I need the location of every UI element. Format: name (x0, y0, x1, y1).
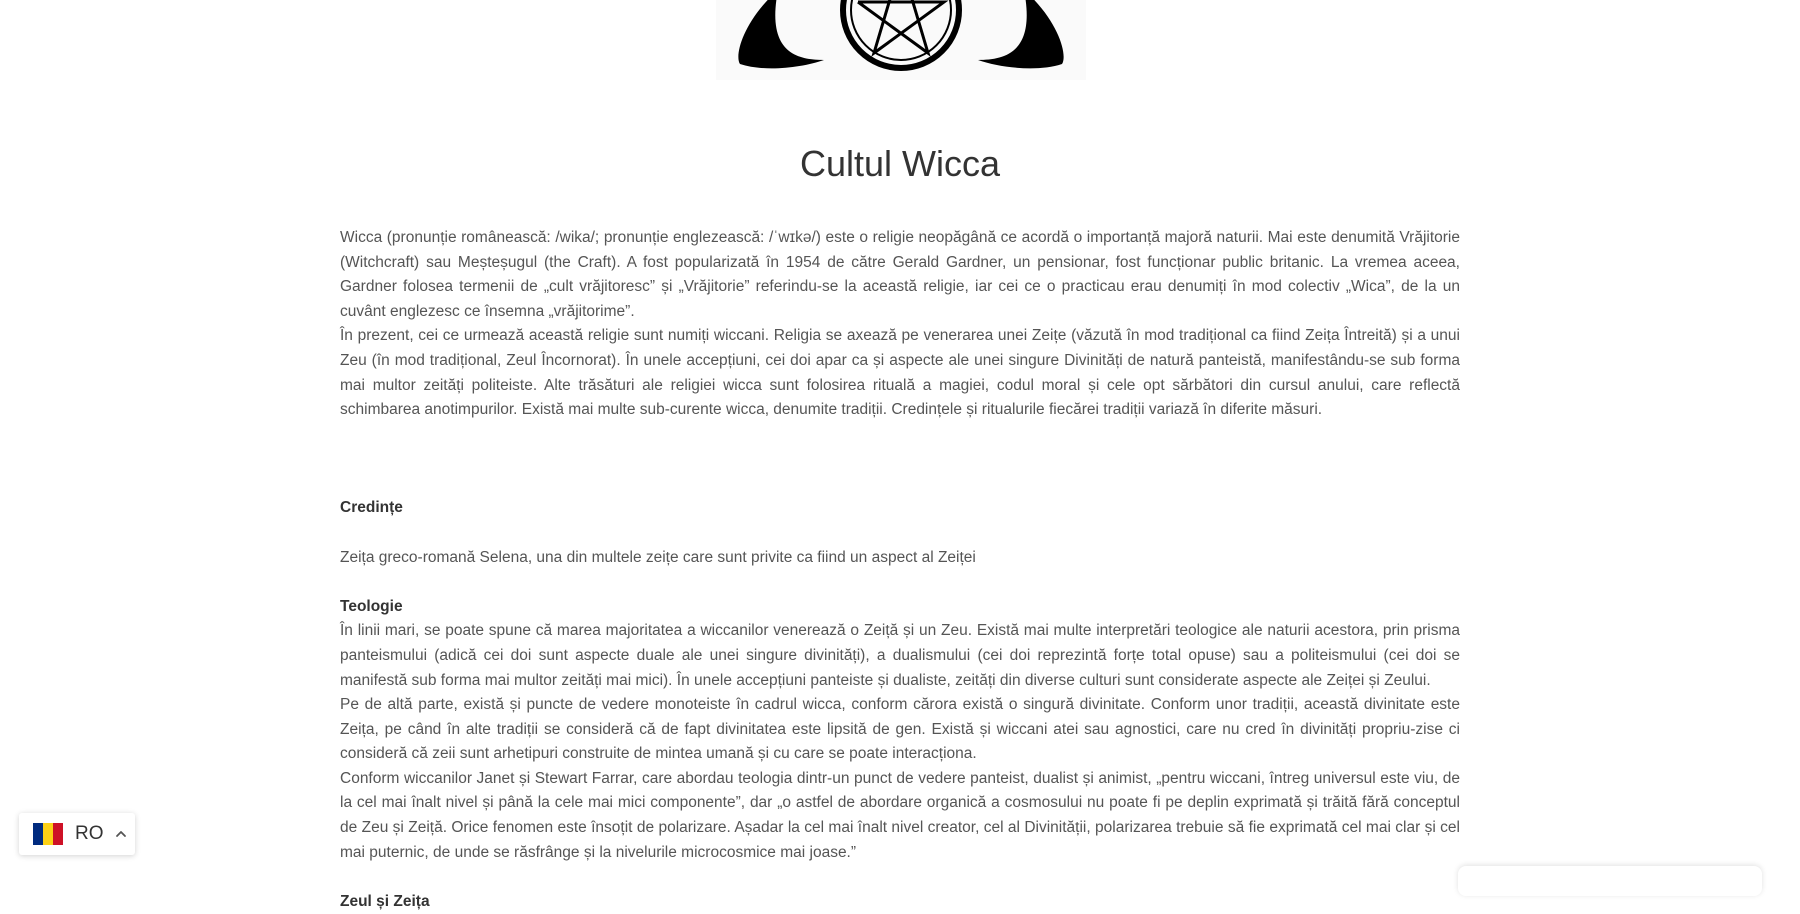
section-heading-theology: Teologie (340, 597, 403, 615)
language-switcher[interactable] (19, 813, 135, 855)
section-heading-god-goddess: Zeul și Zeița (340, 892, 430, 910)
romania-flag-icon (33, 823, 63, 845)
image-caption: Zeița greco-romană Selena, una din multele zeițe care sunt privite ca fiind un aspect al Zeiței (340, 548, 976, 566)
flag-stripe-blue (33, 823, 43, 845)
spacer (340, 521, 1460, 546)
theology-paragraph: Pe de altă parte, există și puncte de vedere monoteiste în cadrul wicca, conform cărora există o singură divinitate. Conform unor tradiții, această divinitate este Zeița, pe când în alte tradiții se consideră că de fapt divinitatea este lipsită de gen. Există și wiccani atei sau agnostici, care nu cred în divinități propriu-zise ci consideră că zeii sunt arhetipuri construite de mintea umană și cu care se poate interacționa. (340, 696, 1460, 763)
triple-moon-pentacle-icon (716, 0, 1086, 80)
flag-stripe-yellow (43, 823, 53, 845)
spacer (340, 570, 1460, 595)
spacer (340, 423, 1460, 472)
floating-widget[interactable] (1458, 866, 1762, 896)
page-title: Cultul Wicca (799, 143, 1001, 184)
spacer (340, 865, 1460, 890)
theology-paragraph: În linii mari, se poate spune că marea majoritatea a wiccanilor venerează o Zeiță și un Zeu. Există mai multe interpretări teologice ale naturii acestora, prin prisma panteismului (adică cei doi sunt aspecte duale ale unei singure divinități), a dualismului (cei doi reprezintă forțe total opuse) sau a politeismului (cei doi se manifestă sub forma mai multor zeități mai mici). În unele accepțiuni panteiste și dualiste, zeități din diverse culturi sunt considerate aspecte ale Zeiței și Zeului. (340, 622, 1460, 689)
section-heading-beliefs: Credințe (340, 499, 403, 517)
intro-paragraph: În prezent, cei ce urmează această religie sunt numiți wiccani. Religia se axează pe venerarea unei Zeițe (văzută în mod tradițional ca fiind Zeița Întreită) și a unui Zeu (în mod tradițional, Zeul Încornorat). În unele accepțiuni, cei doi apar ca și aspecte ale unei singure Divinități de natură panteistă, manifestându-se sub forma mai multor zeități politeiste. Alte trăsături ale religiei wicca sunt folosirea rituală a magiei, codul moral și cele opt sărbători din cursul anului, care reflectă schimbarea anotimpurilor. Există mai multe sub-curente wicca, denumite tradiții. Credințele și ritualurile fiecărei tradiții variază în diferite măsuri. (340, 327, 1460, 419)
theology-paragraph: Conform wiccanilor Janet și Stewart Farrar, care abordau teologia dintr-un punct de vedere panteist, dualist și animist, „pentru wiccani, întreg universul este viu, de la cel mai înalt nivel și până la cele mai mici componente”, dar „o astfel de abordare organică a cosmosului nu poate fi pe deplin exprimată și trăită fără conceptul de Zeu și Zeiță. Orice fenomen este însoțit de polarizare. Așadar la cel mai înalt nivel creator, cel al Divinității, polarizarea trebuie să fie exprimată cel mai clar și cel mai puternic, de unde se răsfrânge și la nivelurile microcosmice mai joase.” (340, 769, 1460, 861)
triple-moon-pentacle-logo (716, 0, 1086, 80)
language-code: RO (75, 823, 104, 844)
flag-stripe-red (53, 823, 63, 845)
spacer (340, 472, 1460, 497)
article-body (340, 226, 1460, 914)
chevron-up-icon (114, 827, 128, 841)
intro-paragraph: Wicca (pronunție românească: /wika/; pronunție englezească: /ˈwɪkə/) este o religie neopăgână ce acordă o importanță majoră naturii. Mai este denumită Vrăjitorie (Witchcraft) sau Meșteșugul (the Craft). A fost popularizată în 1954 de către Gerald Gardner, un pensionar, fost funcționar public britanic. La vremea aceea, Gardner folosea termenii de „cult vrăjitoresc” și „Vrăjitorie” referindu-se la această religie, iar cei ce o practicau erau denumiți în mod colectiv „Wica”, de la un cuvânt englezesc ce însemna „vrăjitorime”. (340, 229, 1460, 320)
